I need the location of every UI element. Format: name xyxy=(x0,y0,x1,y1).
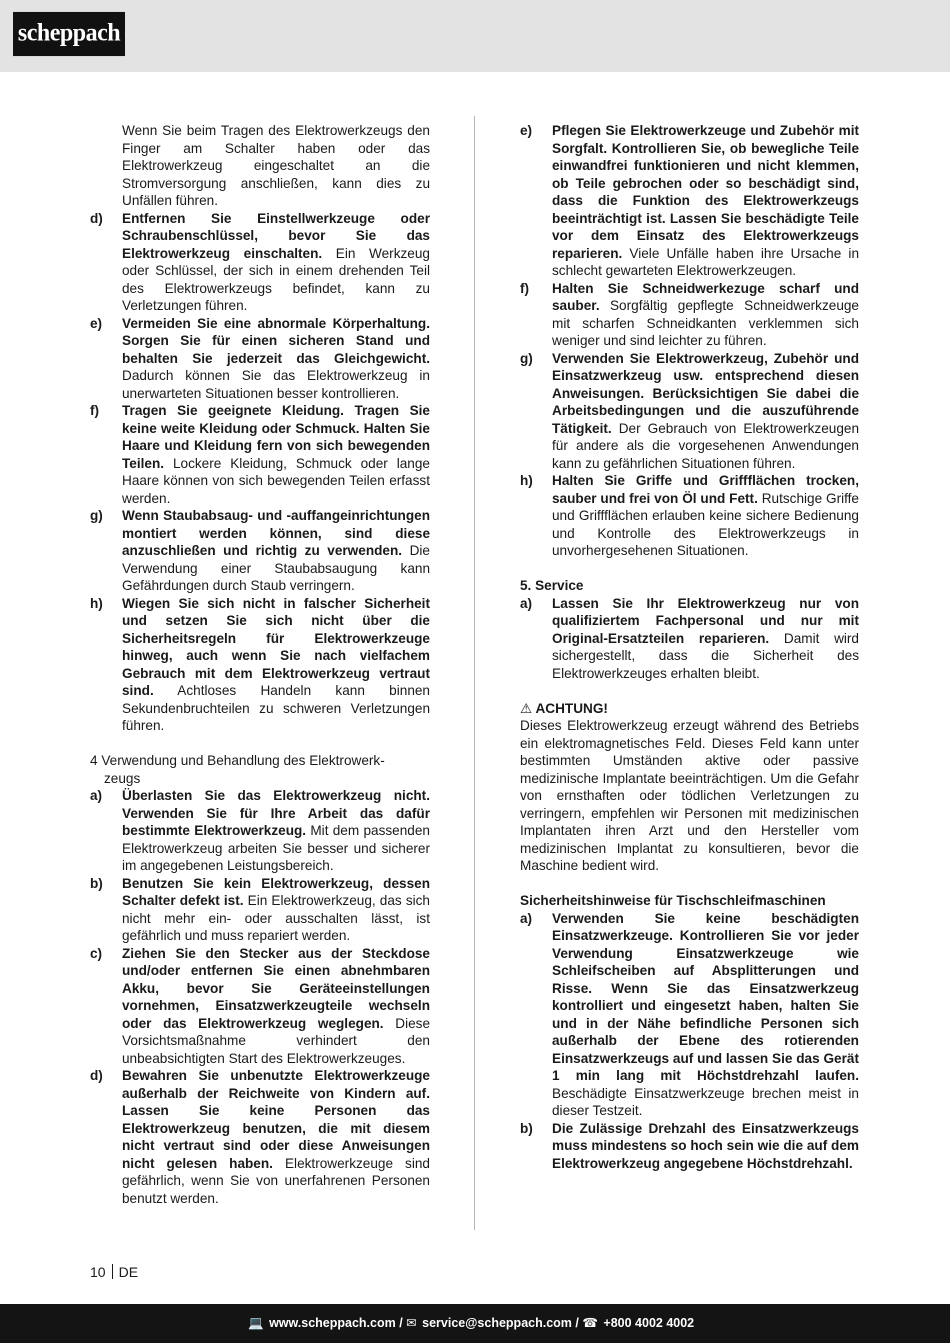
phone-icon: ☎ xyxy=(582,1316,598,1330)
spacer xyxy=(520,875,859,893)
mail-icon: ✉ xyxy=(406,1316,417,1330)
item-text: Sorgfältig gepflegte Schneidwerkzeuge mit scharfen Schneidkanten verklemmen sich weniger und sind leichter zu führen. xyxy=(552,298,859,348)
separator: / xyxy=(399,1316,403,1330)
item-bold-text: Entfernen Sie Einstellwerkzeuge oder Schraubenschlüssel, bevor Sie das Elektrowerkzeug einschalten. xyxy=(122,210,430,261)
item-letter: d) xyxy=(90,210,103,226)
email-link[interactable]: service@scheppach.com xyxy=(422,1316,572,1330)
brand-logo: scheppach xyxy=(13,12,125,56)
item-text: Der Gebrauch von Elektrowerkzeugen für andere als die vorgesehenen Anwendungen kann zu gefährlichen Situationen führen. xyxy=(552,420,859,471)
item-letter: g) xyxy=(90,508,103,523)
list-item xyxy=(90,507,430,595)
list-item xyxy=(90,945,430,1068)
list-grinder xyxy=(520,910,859,1173)
intro-paragraph: Wenn Sie beim Tragen des Elektrowerkzeugs den Finger am Schalter haben oder das Elektrowerkzeug eingeschaltet an die Stromversorgung anschließen, kann dies zu Unfällen führen. xyxy=(122,123,430,208)
item-bold-text: Halten Sie Schneidwerkezuge scharf und sauber. xyxy=(552,280,859,313)
list-item xyxy=(90,210,430,315)
page-number-value: 10 xyxy=(90,1264,106,1280)
list-right-a xyxy=(520,122,859,560)
item-bold-text: Wiegen Sie sich nicht in falscher Sicherheit und setzen Sie sich nicht über die Sicherheitsregeln für Elektrowerkzeuge hinweg, auch wenn Sie nach vielfachem Gebrauch mit dem Elektrowerkzeug vertraut sind. xyxy=(122,595,430,698)
item-text: Achtloses Handeln kann binnen Sekundenbruchteilen zu schweren Verletzungen führen. xyxy=(122,683,430,733)
item-letter: e) xyxy=(520,123,533,138)
item-bold-text: Wenn Staubabsaug- und -auffangeinrichtungen montiert werden können, sind diese anzuschließen und richtig zu verwenden. xyxy=(122,508,430,558)
item-text: Ein Elektrowerkzeug, das sich nicht mehr ein- oder ausschalten lässt, ist gefährlich und muss repariert werden. xyxy=(122,893,430,943)
item-text: Rutschige Griffe und Griffflächen erlauben keine sichere Bedienung und Kontrolle des Elektrowerkzeugs in unvorhergesehenen Situationen. xyxy=(552,490,859,558)
page-number xyxy=(90,1264,138,1280)
list-item xyxy=(520,1120,859,1173)
contact-line xyxy=(248,1315,694,1331)
list-item xyxy=(90,787,430,875)
header-bar xyxy=(0,0,950,72)
item-text: Damit wird sichergestellt, dass die Sicherheit des Elektrowerkzeuges erhalten bleibt. xyxy=(552,630,859,681)
item-text: Viele Unfälle haben ihre Ursache in schlecht gewarteten Elektrowerkzeugen. xyxy=(552,245,859,278)
list-item xyxy=(90,595,430,735)
list-item xyxy=(90,402,430,507)
phone-link[interactable]: +800 4002 4002 xyxy=(603,1316,695,1330)
spacer xyxy=(520,560,859,578)
list-item xyxy=(520,350,859,473)
spacer xyxy=(90,735,430,753)
warning-title: ⚠ ACHTUNG! xyxy=(520,700,608,716)
section-4-heading-cont: zeugs xyxy=(104,770,141,786)
item-letter: f) xyxy=(90,403,100,418)
item-bold-text: Die Zulässige Drehzahl des Einsatzwerkzeugs muss mindestens so hoch sein wie die auf dem Elektrowerkzeug angegebene Höchstdrehzahl. xyxy=(552,1120,859,1171)
item-letter: h) xyxy=(90,595,103,611)
item-text: Dadurch können Sie das Elektrowerkzeug in unerwarteten Situationen besser kontrollieren. xyxy=(122,368,430,401)
list-item xyxy=(520,122,859,280)
item-bold-text: Vermeiden Sie eine abnormale Körperhaltung. Sorgen Sie für einen sicheren Stand und behalten Sie jederzeit das Gleichgewicht. xyxy=(122,315,430,366)
item-text: Diese Vorsichtsmaßnahme verhindert den unbeabsichtigten Start des Elektrowerkzeuges. xyxy=(122,1015,430,1066)
item-bold-text: Verwenden Sie keine beschädigten Einsatzwerkzeuge. Kontrollieren Sie vor jeder Verwendung Einsatzwerkzeuge wie Schleifscheiben auf Absplitterungen und Risse. Wenn Sie das Einsatzwerkzeug kontrolliert und eingesetzt haben, halten Sie und in der Nähe befindliche Personen sich außerhalb der Ebene des rotierenden Einsatzwerkzeugs auf und lassen Sie das Gerät 1 min lang mit Höchstdrehzahl laufen. xyxy=(552,910,859,1083)
separator: / xyxy=(575,1316,579,1330)
item-bold-text: Überlasten Sie das Elektrowerkzeug nicht. Verwenden Sie für Ihre Arbeit das dafür bestimmte Elektrowerkzeug. xyxy=(122,788,430,838)
item-bold-text: Lassen Sie Ihr Elektrowerkzeug nur von qualifiziertem Fachpersonal und nur mit Original-Ersatzteilen reparieren. xyxy=(552,595,859,646)
list-a xyxy=(90,210,430,735)
item-text: Mit dem passenden Elektrowerkzeug arbeiten Sie besser und sicherer im angegebenen Leistungsbereich. xyxy=(122,823,430,873)
item-letter: g) xyxy=(520,350,533,366)
item-bold-text: Halten Sie Griffe und Griffflächen trocken, sauber und frei von Öl und Fett. xyxy=(552,473,859,506)
contact-footer xyxy=(0,1304,950,1343)
item-letter: f) xyxy=(520,280,530,296)
list-item xyxy=(520,595,859,683)
item-bold-text: Benutzen Sie kein Elektrowerkzeug, dessen Schalter defekt ist. xyxy=(122,875,430,908)
right-column xyxy=(520,122,859,1172)
item-letter: h) xyxy=(520,473,533,488)
list-item xyxy=(520,472,859,560)
section-4-heading-line: 4 Verwendung und Behandlung des Elektrowerk- xyxy=(90,753,385,768)
warning-text: Dieses Elektrowerkzeug erzeugt während des Betriebs ein elektromagnetisches Feld. Dieses Feld kann unter bestimmten Umständen aktive oder passive medizinische Implantate beeinträchtigen. Um die Gefahr von ernsthaften oder tödlichen Verletzungen zu verringern, empfehlen wir Personen mit medizinischen Implantaten ihren Arzt und den Hersteller vom medizinischen Implantat zu konsultieren, bevor die Maschine bedient wird. xyxy=(520,718,859,873)
list-b xyxy=(90,787,430,1207)
column-divider xyxy=(474,116,475,1230)
item-text: Elektrowerkzeuge sind gefährlich, wenn Sie von unerfahrenen Personen benutzt werden. xyxy=(122,1155,430,1206)
item-text: Beschädigte Einsatzwerkzeuge brechen meist in dieser Testzeit. xyxy=(552,1085,859,1118)
list-item xyxy=(90,875,430,945)
list-service xyxy=(520,595,859,683)
item-bold-text: Verwenden Sie Elektrowerkzeug, Zubehör und Einsatzwerkzeug usw. entsprechend diesen Anweisungen. Berücksichtigen Sie dabei die Arbeitsbedingungen und die auszuführende Tätigkeit. xyxy=(552,350,859,436)
item-letter: d) xyxy=(90,1068,103,1083)
item-letter: a) xyxy=(90,788,103,803)
spacer xyxy=(520,682,859,700)
item-bold-text: Tragen Sie geeignete Kleidung. Tragen Sie keine weite Kleidung oder Schmuck. Halten Sie Haare und Kleidung fern von sich bewegenden Teilen. xyxy=(122,403,430,471)
item-bold-text: Bewahren Sie unbenutzte Elektrowerkzeuge außerhalb der Reichweite von Kindern auf. Lassen Sie keine Personen das Elektrowerkzeug benutzen, die mit diesem nicht vertraut sind oder diese Anweisungen nicht gelesen haben. xyxy=(122,1068,430,1171)
item-letter: e) xyxy=(90,315,103,331)
left-column xyxy=(90,122,430,1207)
item-letter: b) xyxy=(90,875,103,891)
item-text: Die Verwendung einer Staubabsaugung kann Gefährdungen durch Staub verringern. xyxy=(122,543,430,593)
item-letter: b) xyxy=(520,1120,533,1136)
computer-icon: 💻 xyxy=(248,1316,264,1330)
item-letter: a) xyxy=(520,595,533,611)
list-item xyxy=(90,1067,430,1207)
item-letter: a) xyxy=(520,910,533,926)
item-bold-text: Ziehen Sie den Stecker aus der Steckdose und/oder entfernen Sie einen abnehmbaren Akku, bevor Sie Geräteeinstellungen vornehmen, Einsatzwerkzeugteile wechseln oder das Elektrowerkzeug weglegen. xyxy=(122,945,430,1031)
section-4-heading xyxy=(90,752,430,787)
item-text: Lockere Kleidung, Schmuck oder lange Haare können von sich bewegenden Teilen erfasst werden. xyxy=(122,455,430,506)
grinder-heading: Sicherheitshinweise für Tischschleifmaschinen xyxy=(520,893,826,908)
list-item xyxy=(90,315,430,403)
website-link[interactable]: www.scheppach.com xyxy=(269,1316,396,1330)
list-item xyxy=(520,280,859,350)
list-item xyxy=(520,910,859,1120)
service-heading: 5. Service xyxy=(520,578,584,593)
item-letter: c) xyxy=(90,945,103,961)
page-number-separator xyxy=(112,1264,113,1279)
page-language: DE xyxy=(118,1264,139,1280)
item-bold-text: Pflegen Sie Elektrowerkzeuge und Zubehör mit Sorgfalt. Kontrollieren Sie, ob bewegliche Teile einwandfrei funktionieren und nicht klemmen, ob Teile gebrochen oder so beschädigt sind, dass die Funktion des Elektrowerkzeugs beeinträchtigt ist. Lassen Sie beschädigte Teile vor dem Einsatz des Elektrowerkzeugs reparieren. xyxy=(552,123,859,261)
item-text: Ein Werkzeug oder Schlüssel, der sich in einem drehenden Teil des Elektrowerkzeugs befindet, kann zu Verletzungen führen. xyxy=(122,245,430,313)
